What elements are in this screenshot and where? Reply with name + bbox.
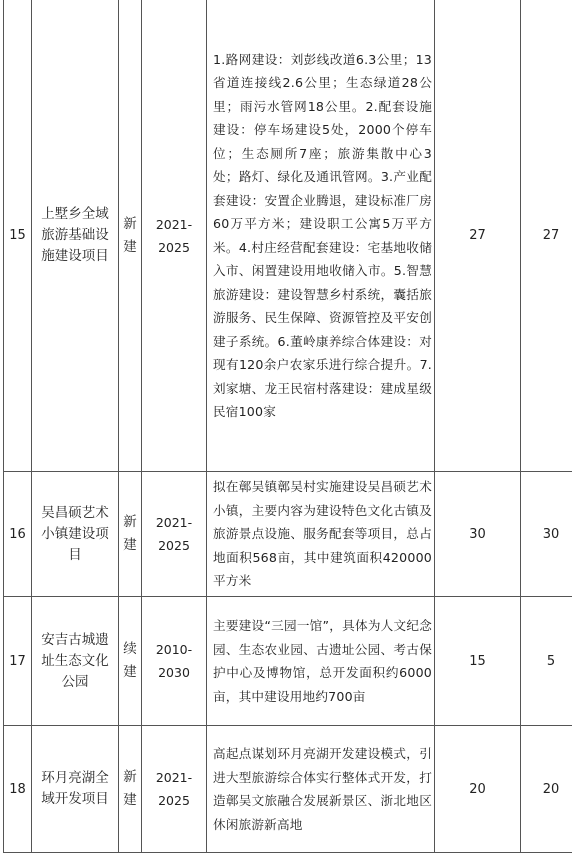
construction-type: 新建 — [119, 726, 142, 853]
table-row — [4, 0, 572, 472]
construction-years: 2021-2025 — [142, 472, 207, 597]
total-investment: 27 — [435, 0, 521, 472]
project-content: 高起点谋划环月亮湖开发建设模式，引进大型旅游综合体实行整体式开发，打造鄣吴文旅融合发展新景区、浙北地区休闲旅游新高地 — [207, 726, 435, 853]
construction-type: 新建 — [119, 472, 142, 597]
row-number: 18 — [4, 726, 32, 853]
table-row — [4, 597, 572, 726]
table-row — [4, 726, 572, 853]
annual-investment: 20 — [521, 726, 572, 853]
project-name: 环月亮湖全域开发项目 — [32, 726, 119, 853]
project-name: 吴昌硕艺术小镇建设项目 — [32, 472, 119, 597]
row-number: 16 — [4, 472, 32, 597]
project-content: 拟在鄣吴镇鄣吴村实施建设吴昌硕艺术小镇，主要内容为建设特色文化古镇及旅游景点设施、服务配套等项目，总占地面积568亩，其中建筑面积420000平方米 — [207, 472, 435, 597]
project-content: 1.路网建设：刘彭线改道6.3公里；13省道连接线2.6公里；生态绿道28公里；雨污水管网18公里。2.配套设施建设：停车场建设5处，2000个停车位；生态厕所7座；旅游集散中心3处；路灯、绿化及通讯管网。3.产业配套建设：安置企业腾退，建设标准厂房60万平方米；建设职工公寓5万平方米。4.村庄经营配套建设：宅基地收储入市、闲置建设用地收储入市。5.智慧旅游建设：建设智慧乡村系统，囊括旅游服务、民生保障、资源管控及平安创建子系统。6.董岭康养综合体建设：对现有120余户农家乐进行综合提升。7.刘家塘、龙王民宿村落建设：建成星级民宿100家 — [207, 0, 435, 472]
annual-investment: 27 — [521, 0, 572, 472]
construction-years: 2021-2025 — [142, 0, 207, 472]
construction-type: 新建 — [119, 0, 142, 472]
construction-type: 续建 — [119, 597, 142, 726]
row-number: 17 — [4, 597, 32, 726]
project-content: 主要建设“三园一馆”，具体为人文纪念园、生态农业园、古遗址公园、考古保护中心及博物馆，总开发面积约6000亩，其中建设用地约700亩 — [207, 597, 435, 726]
total-investment: 20 — [435, 726, 521, 853]
construction-years: 2021-2025 — [142, 726, 207, 853]
row-number: 15 — [4, 0, 32, 472]
project-name: 安吉古城遗址生态文化公园 — [32, 597, 119, 726]
table-row — [4, 472, 572, 597]
total-investment: 30 — [435, 472, 521, 597]
annual-investment: 30 — [521, 472, 572, 597]
project-table — [3, 0, 572, 853]
annual-investment: 5 — [521, 597, 572, 726]
construction-years: 2010-2030 — [142, 597, 207, 726]
total-investment: 15 — [435, 597, 521, 726]
project-name: 上墅乡全域旅游基础设施建设项目 — [32, 0, 119, 472]
